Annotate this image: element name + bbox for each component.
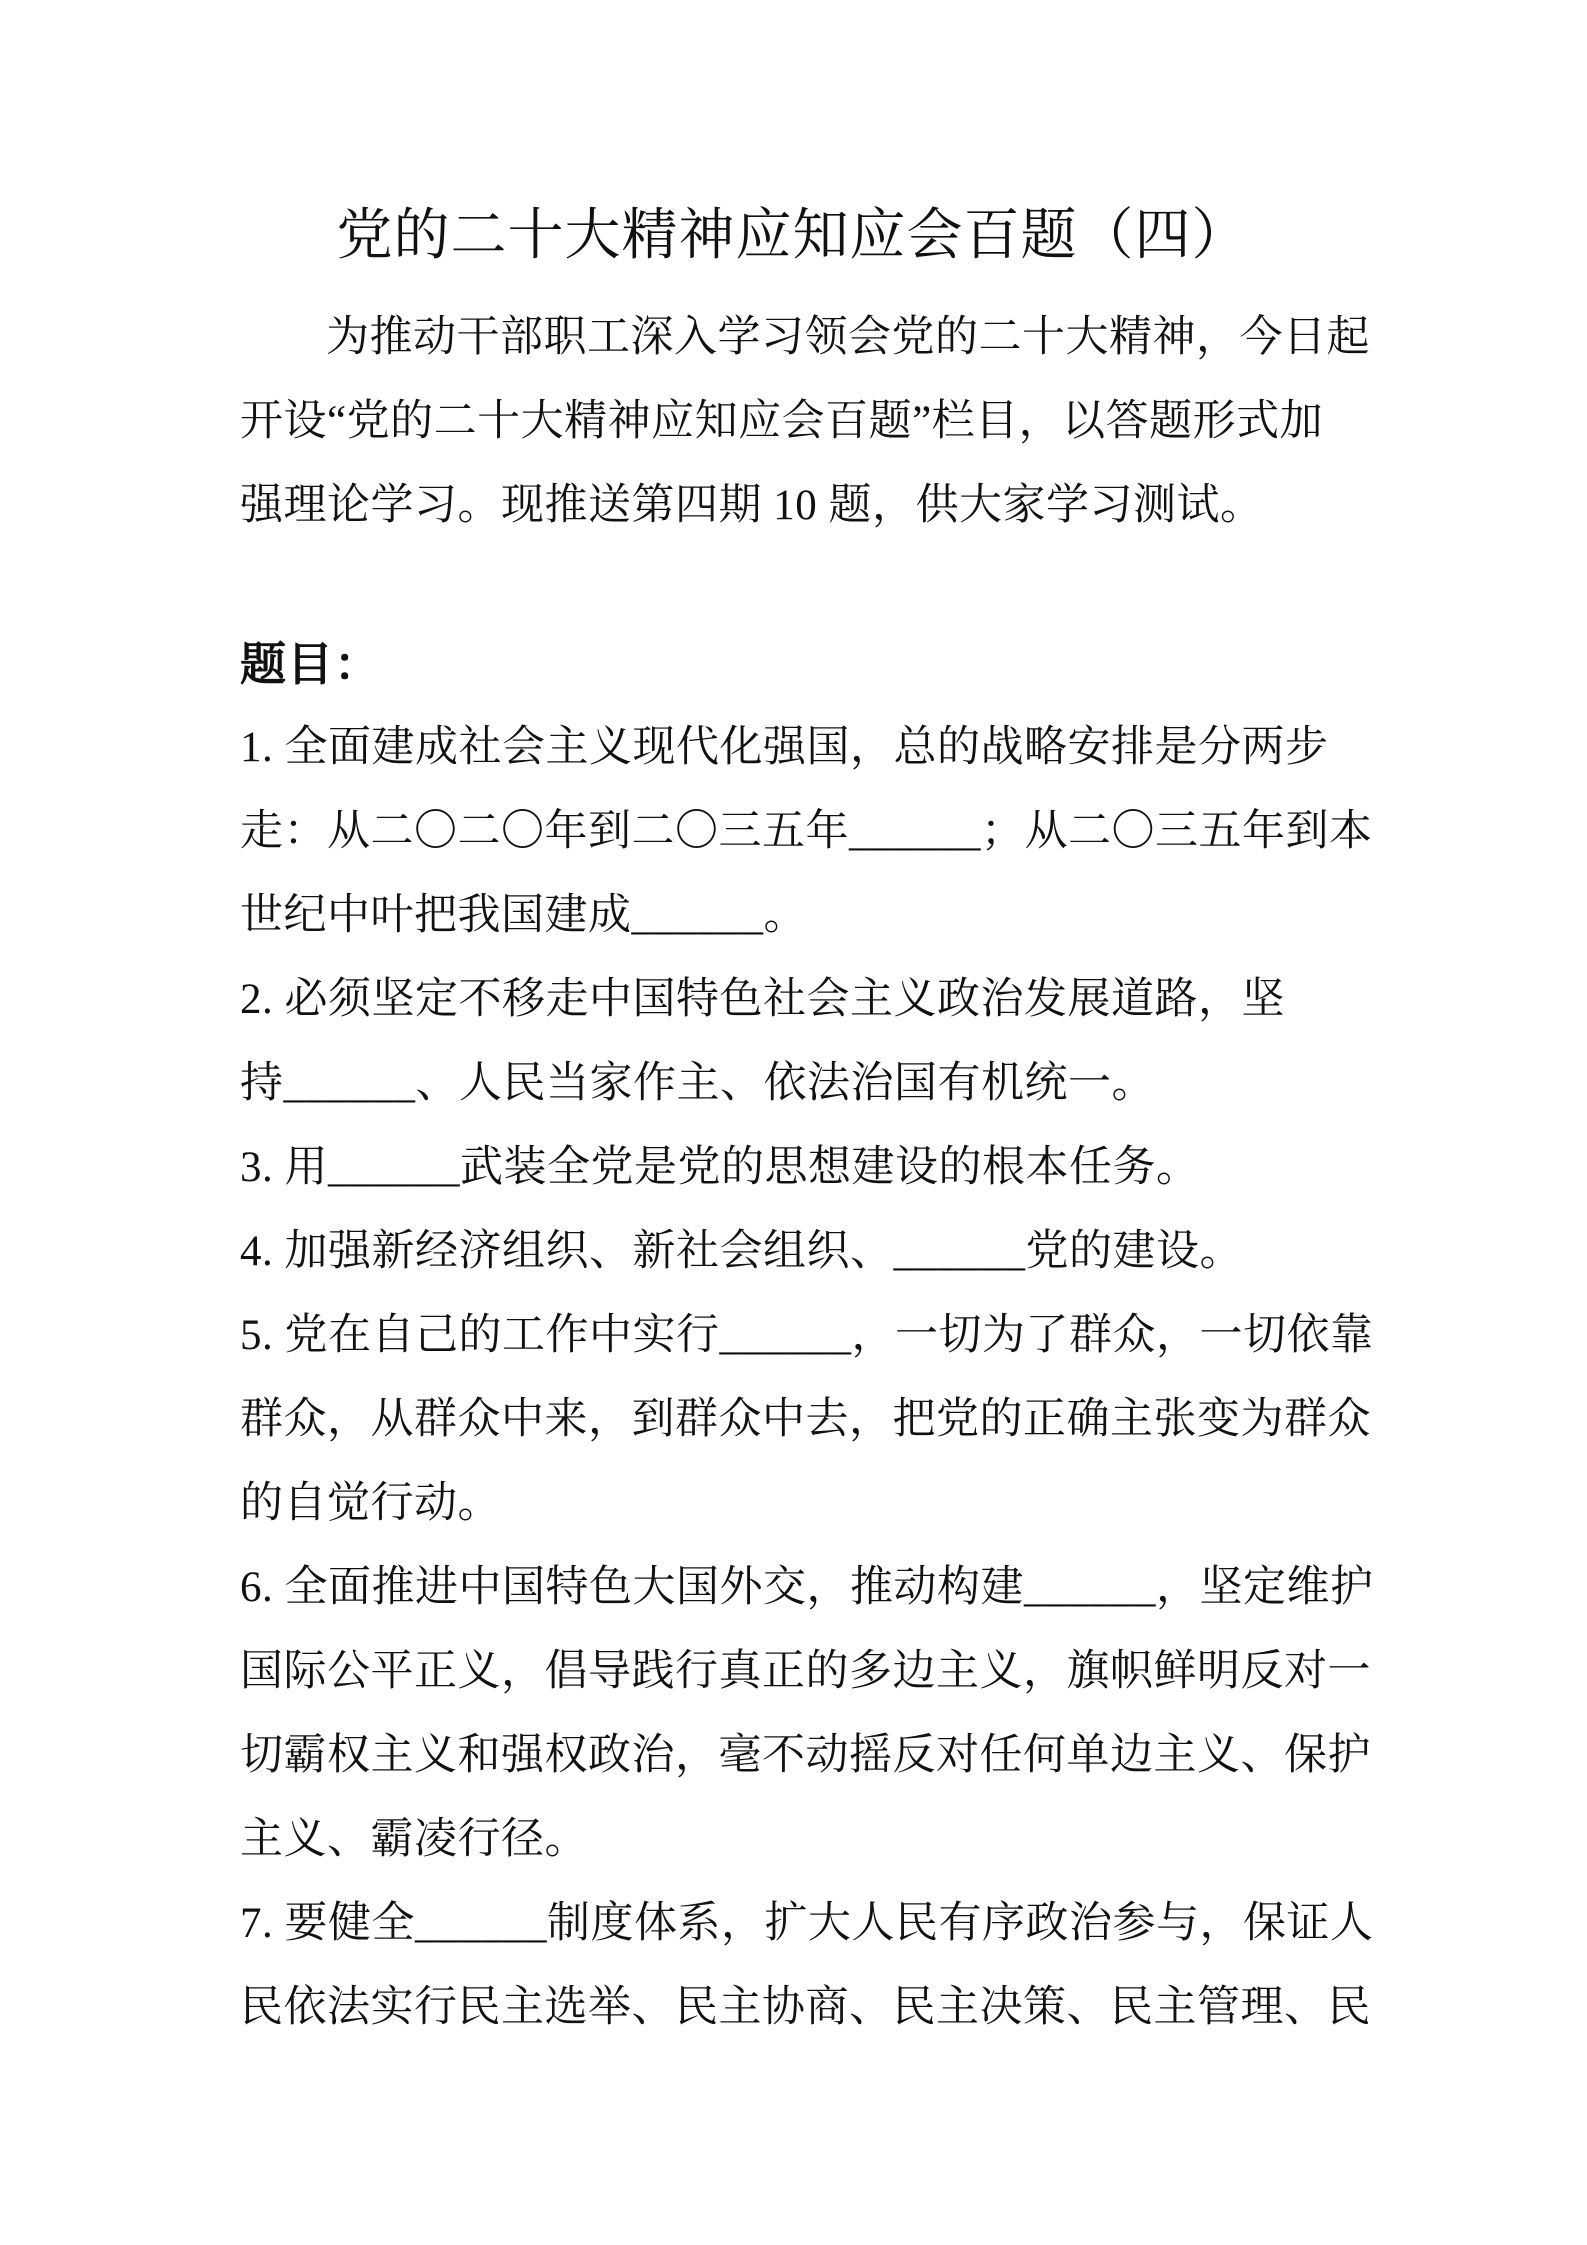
intro-line: 为推动干部职工深入学习领会党的二十大精神，今日起 <box>326 314 1370 361</box>
page-title: 党的二十大精神应知应会百题（四） <box>336 205 1249 267</box>
questions-list <box>240 706 1374 2050</box>
questions-heading: 题目： <box>240 638 381 690</box>
question-line: 4. 加强新经济组织、新社会组织、______党的建设。 <box>240 1228 1243 1275</box>
question-line: 主义、霸凌行径。 <box>240 1816 588 1863</box>
question-line: 切霸权主义和强权政治，毫不动摇反对任何单边主义、保护 <box>240 1732 1371 1779</box>
question-line: 民依法实行民主选举、民主协商、民主决策、民主管理、民 <box>240 1984 1371 2031</box>
intro-paragraph <box>240 296 1370 548</box>
question-line: 持______、人民当家作主、依法治国有机统一。 <box>240 1060 1155 1107</box>
question-line: 的自觉行动。 <box>240 1480 501 1527</box>
question-line: 1. 全面建成社会主义现代化强国，总的战略安排是分两步 <box>240 724 1329 771</box>
intro-line: 强理论学习。现推送第四期 10 题，供大家学习测试。 <box>240 482 1264 529</box>
question-line: 7. 要健全______制度体系，扩大人民有序政治参与，保证人 <box>240 1900 1374 1947</box>
question-line: 走：从二〇二〇年到二〇三五年______；从二〇三五年到本 <box>240 808 1373 855</box>
question-line: 5. 党在自己的工作中实行______，一切为了群众，一切依靠 <box>240 1312 1374 1359</box>
question-line: 6. 全面推进中国特色大国外交，推动构建______，坚定维护 <box>240 1564 1374 1611</box>
question-line: 2. 必须坚定不移走中国特色社会主义政治发展道路，坚 <box>240 976 1285 1023</box>
question-line: 国际公平正义，倡导践行真正的多边主义，旗帜鲜明反对一 <box>240 1648 1371 1695</box>
question-line: 3. 用______武装全党是党的思想建设的根本任务。 <box>240 1144 1200 1191</box>
question-line: 群众，从群众中来，到群众中去，把党的正确主张变为群众 <box>240 1396 1371 1443</box>
question-line: 世纪中叶把我国建成______。 <box>240 892 807 939</box>
intro-line: 开设“党的二十大精神应知应会百题”栏目，以答题形式加 <box>240 398 1324 445</box>
